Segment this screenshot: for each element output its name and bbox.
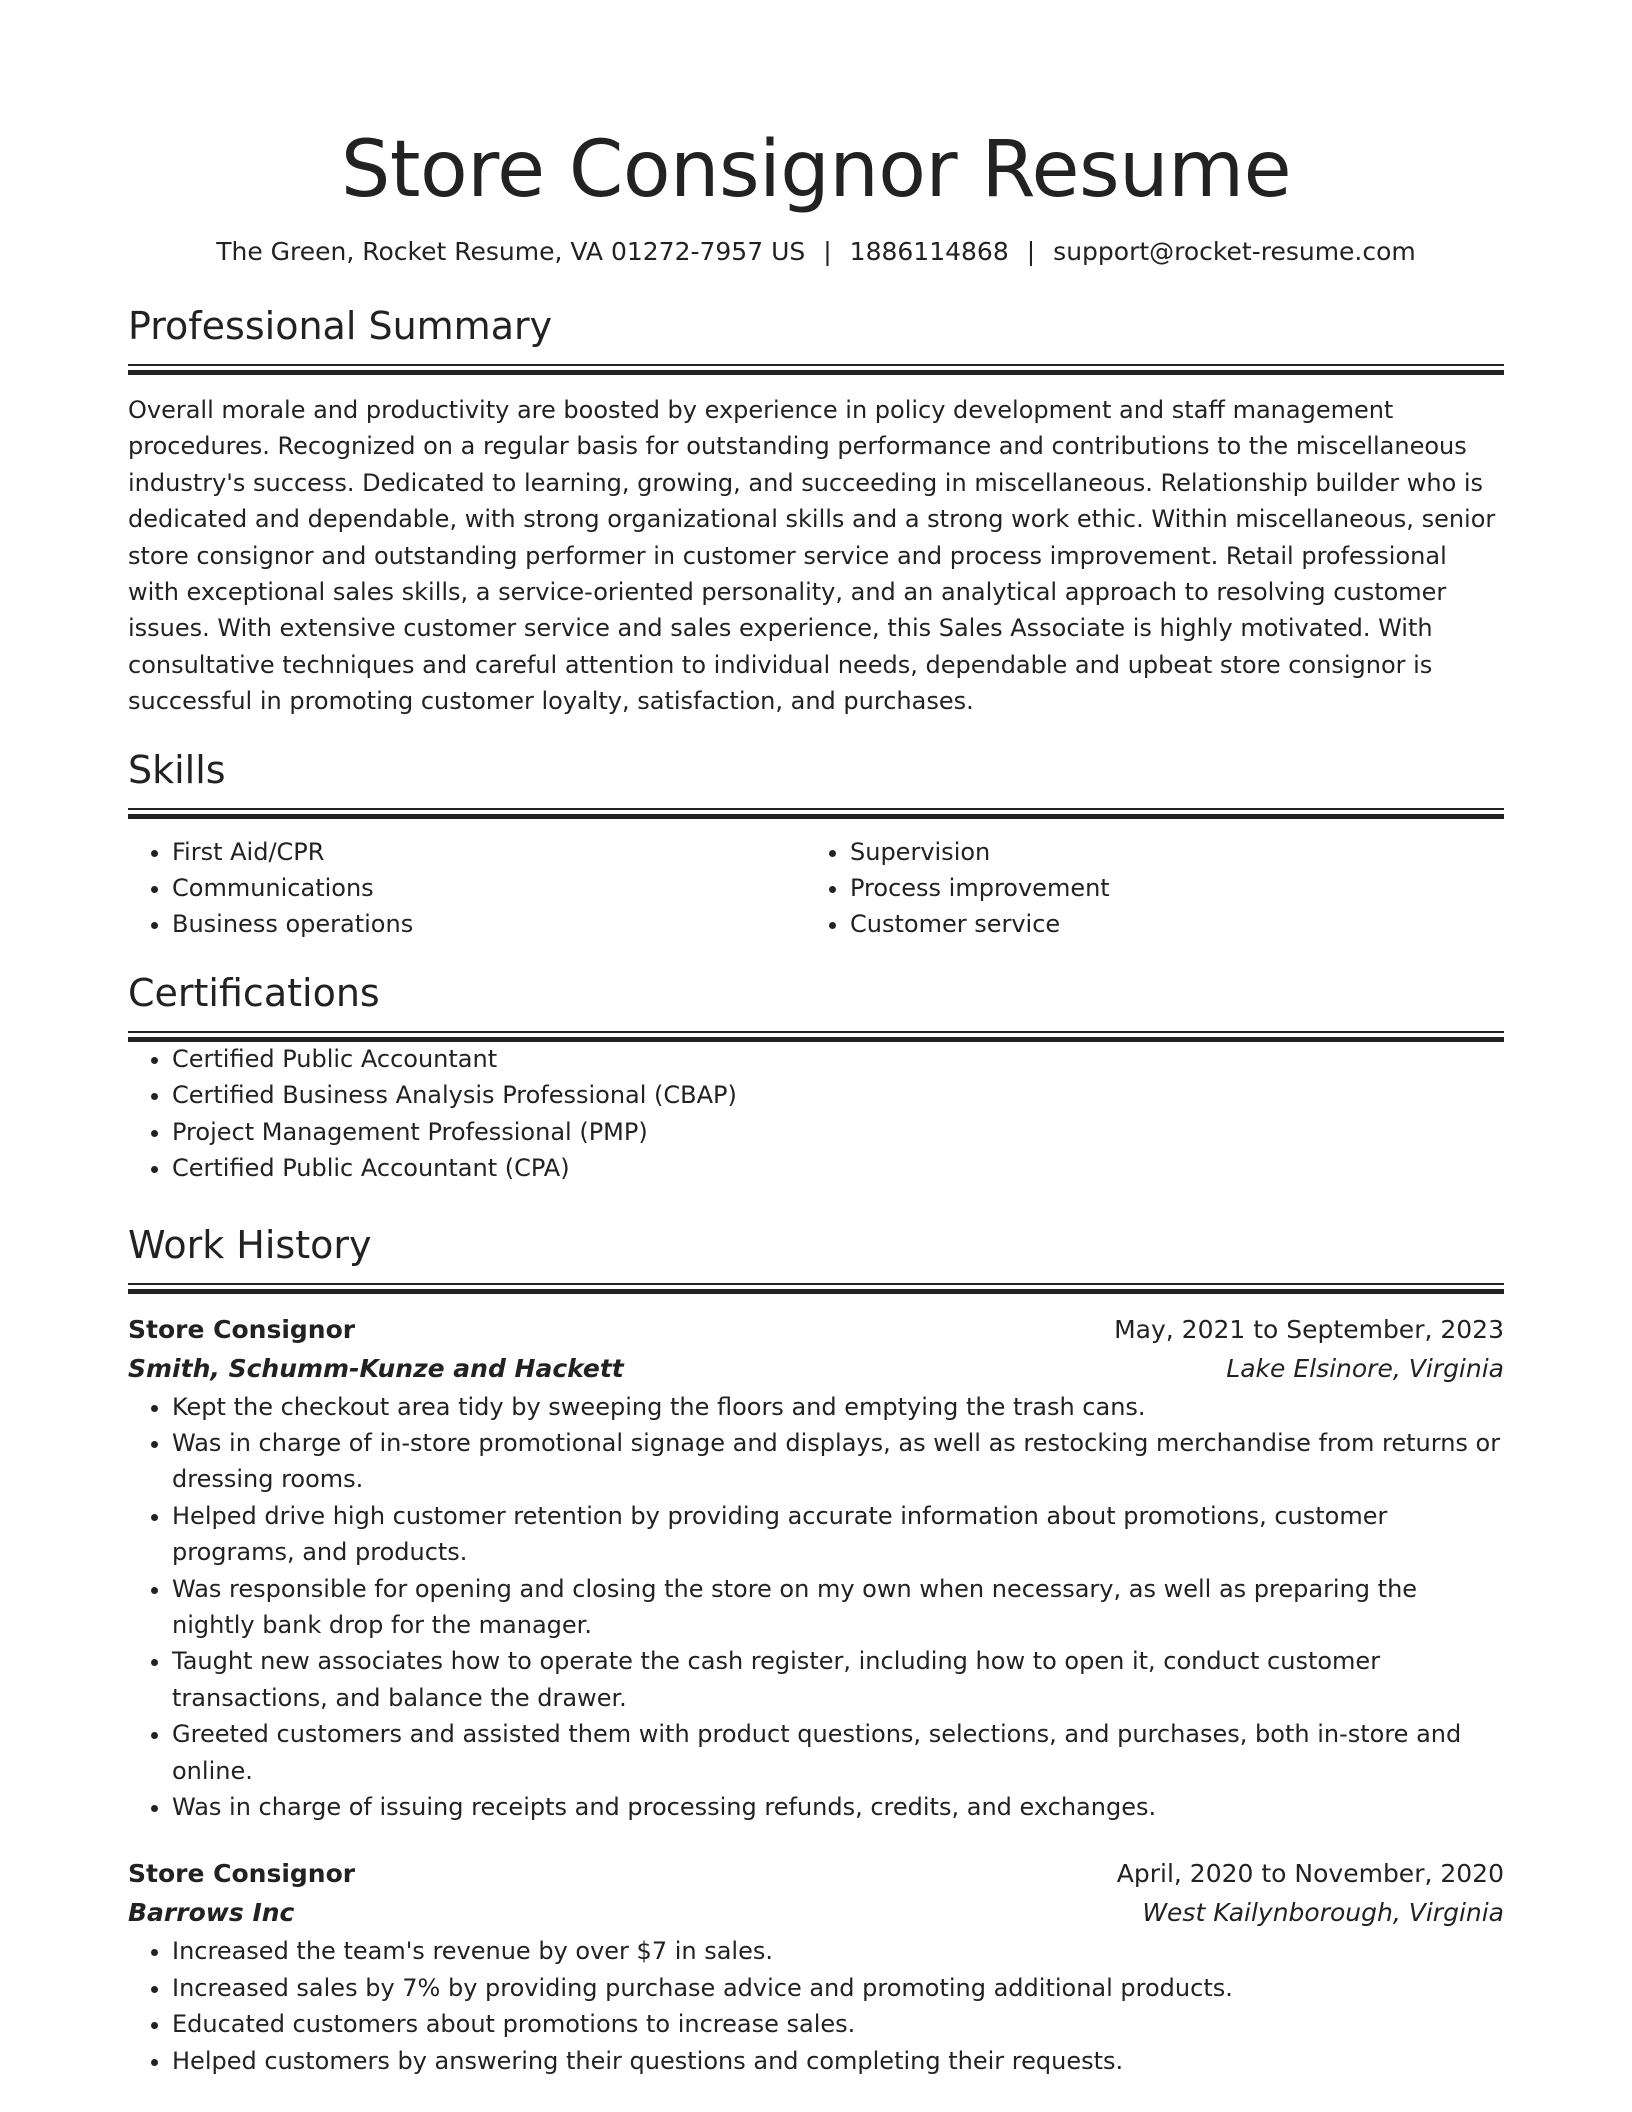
job-title: Store Consignor — [128, 1314, 356, 1344]
resume-title: Store Consignor Resume — [340, 125, 1292, 215]
section-divider — [128, 364, 1504, 374]
certifications-list — [128, 1041, 1504, 1187]
job-location: Lake Elsinore, Virginia — [1226, 1353, 1504, 1383]
summary-heading: Professional Summary — [128, 304, 553, 348]
contact-line — [128, 236, 1504, 268]
work-history-section — [128, 1221, 1504, 2080]
skill-item: • Customer service — [850, 906, 1484, 942]
contact-separator: | — [1026, 237, 1036, 266]
contact-address: The Green, Rocket Resume, VA 01272-7957 US — [216, 237, 806, 266]
skill-item: • Business operations — [172, 906, 806, 942]
skill-item: • First Aid/CPR — [172, 834, 806, 870]
job-title: Store Consignor — [128, 1859, 356, 1889]
job-bullet-list — [128, 1933, 1504, 2079]
job-bullet: • Was in charge of in-store promotional signage and displays, as well as restocking merchandise from returns or dressing rooms. — [172, 1425, 1504, 1498]
job-subheader — [128, 1893, 1504, 1933]
section-divider — [128, 808, 1504, 818]
skill-item: • Process improvement — [850, 870, 1484, 906]
job-dates: May, 2021 to September, 2023 — [1114, 1314, 1504, 1344]
job-location: West Kailynborough, Virginia — [1142, 1898, 1504, 1928]
job-subheader — [128, 1349, 1504, 1389]
contact-phone: 1886114868 — [849, 237, 1009, 266]
section-divider — [128, 1031, 1504, 1041]
contact-separator: | — [823, 237, 832, 266]
skills-heading: Skills — [128, 747, 226, 792]
job-bullet: • Was responsible for opening and closing the store on my own when necessary, as well as preparing the nightly bank drop for the manager. — [172, 1571, 1504, 1644]
section-divider — [128, 1283, 1504, 1293]
job-header — [128, 1311, 1504, 1349]
job-bullet: • Helped customers by answering their questions and completing their requests. — [172, 2043, 1504, 2079]
summary-text: Overall morale and productivity are boosted by experience in policy development and staff management procedures. Recognized on a regular basis for outstanding performance and contributions to the miscellaneous industry's success. Dedicated to learning, growing, and succeeding in miscellaneous. Relationship builder who is dedicated and dependable, with strong organizational skills and a strong work ethic. Within miscellaneous, senior store consignor and outstanding performer in customer service and process improvement. Retail professional with exceptional sales skills, a service-oriented personality, and an analytical approach to resolving customer issues. With extensive customer service and sales experience, this Sales Associate is highly motivated. With consultative techniques and careful attention to individual needs, dependable and upbeat store consignor is successful in promoting customer loyalty, satisfaction, and purchases. — [128, 396, 1496, 716]
skill-item: • Communications — [172, 870, 806, 906]
job-bullet: • Greeted customers and assisted them with product questions, selections, and purchases, both in-store and online. — [172, 1716, 1504, 1789]
resume-page — [128, 0, 1504, 2079]
contact-email[interactable]: support@rocket-resume.com — [1053, 237, 1416, 266]
skills-column-left — [128, 834, 806, 943]
job-bullet: • Kept the checkout area tidy by sweeping the floors and emptying the trash cans. — [172, 1389, 1504, 1425]
certifications-heading: Certifications — [128, 970, 380, 1015]
skill-item: • Supervision — [850, 834, 1484, 870]
work-history-heading: Work History — [128, 1222, 372, 1267]
skills-column-right — [806, 834, 1484, 943]
job-bullet: • Increased the team's revenue by over $7 in sales. — [172, 1933, 1504, 1969]
job-bullet: • Helped drive high customer retention by providing accurate information about promotions, customer programs, and products. — [172, 1498, 1504, 1571]
certification-item: • Certified Business Analysis Professional (CBAP) — [172, 1077, 1504, 1113]
job-bullet: • Increased sales by 7% by providing purchase advice and promoting additional products. — [172, 1970, 1504, 2006]
certification-item: • Project Management Professional (PMP) — [172, 1114, 1504, 1150]
skills-columns — [128, 834, 1504, 943]
job-bullet: • Was in charge of issuing receipts and processing refunds, credits, and exchanges. — [172, 1789, 1504, 1825]
job-entry — [128, 1311, 1504, 1826]
skills-section — [128, 746, 1504, 943]
job-bullet: • Taught new associates how to operate the cash register, including how to open it, conduct customer transactions, and balance the drawer. — [172, 1643, 1504, 1716]
certification-item: • Certified Public Accountant (CPA) — [172, 1150, 1504, 1186]
certifications-section — [128, 969, 1504, 1187]
job-header — [128, 1855, 1504, 1893]
job-company: Smith, Schumm-Kunze and Hackett — [128, 1353, 624, 1383]
job-bullet: • Educated customers about promotions to increase sales. — [172, 2006, 1504, 2042]
summary-section — [128, 302, 1504, 720]
job-entry — [128, 1855, 1504, 2079]
job-bullet-list — [128, 1389, 1504, 1826]
job-dates: April, 2020 to November, 2020 — [1116, 1859, 1504, 1889]
job-company: Barrows Inc — [128, 1898, 295, 1928]
certification-item: • Certified Public Accountant — [172, 1041, 1504, 1077]
